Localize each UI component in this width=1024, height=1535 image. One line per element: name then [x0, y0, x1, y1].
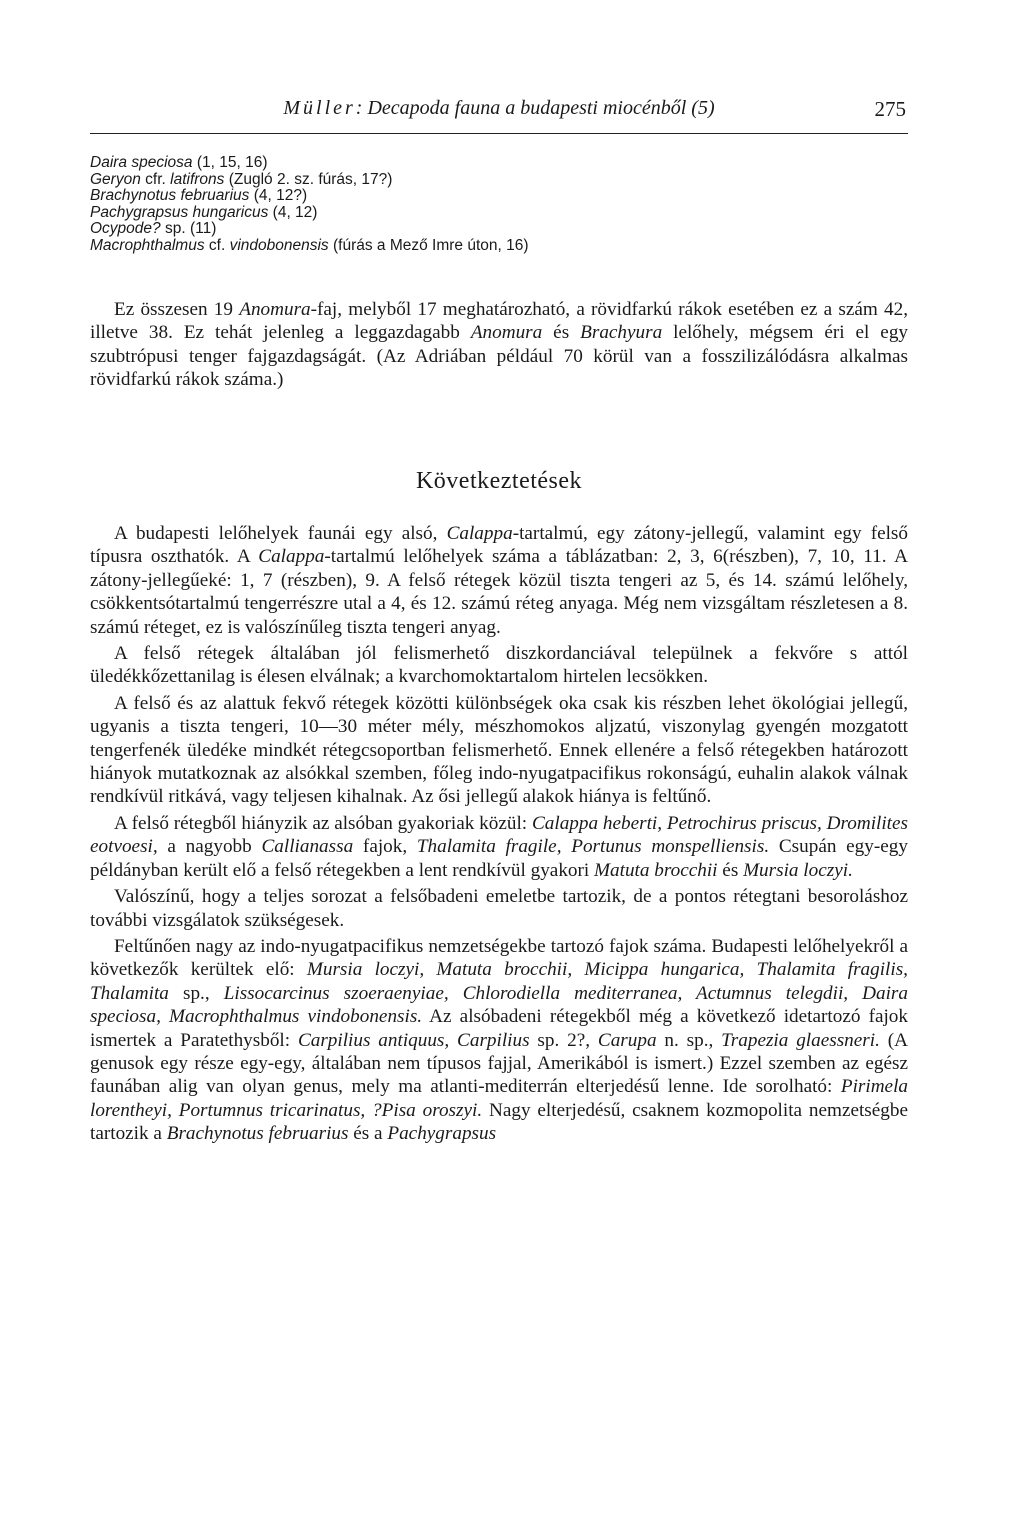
species-qualifier: cfr.: [140, 170, 171, 188]
text-run: Feltűnően nagy az indo-nyugatpacifikus nemzetségekbe tartozó fajok száma. Budapesti lelőhelyekről a következők kerültek elő:: [90, 935, 908, 981]
paragraph-3: A felső és az alattuk fekvő rétegek közötti különbségek oka csak kis részben lehet ökológiai jellegű, ugyanis a tiszta tengeri, 10—30 méter mély, mészhomokos aljzatú, viszonylag gyengén mozgatott tengerfenék üledéke mindkét rétegcsoportban felismerhető. Ennek ellenére a felső rétegekben határozott hiányok mutatkoznak az alsókkal szemben, főleg indo-nyugatpacifikus rokonságú, euhalin alakok válnak rendkívül ritkává, vagy teljesen kihalnak. Az ősi jellegű alakok hiánya is feltűnő.: [90, 692, 908, 808]
section-heading: Következtetések: [415, 468, 583, 494]
species-locality: sp. (11): [160, 220, 217, 238]
species-locality: (4, 12): [268, 203, 318, 221]
summary-paragraph: [90, 298, 908, 392]
taxon-name: Calappa: [446, 523, 513, 544]
text-run: Nagy elterjedésű, csaknem kozmopolita nemzetségbe tartozik a: [90, 1099, 908, 1145]
species-line: [90, 238, 908, 255]
page-number: 275: [874, 97, 906, 121]
taxon-name: Mursia loczyi, Matuta brocchii, Micippa hungarica, Thalamita fragilis, Thalamita: [90, 959, 908, 1004]
header-title-text: : Decapoda fauna a budapesti miocénből (5): [355, 97, 715, 119]
paragraph-4: [90, 812, 908, 882]
species-line: [90, 172, 908, 189]
species-name: Pachygrapsus hungaricus: [90, 203, 269, 221]
species-locality: (1, 15, 16): [192, 154, 268, 171]
taxon-name: Lissocarcinus szoeraenyiae, Chlorodiella mediterranea, Actumnus telegdii, Daira speciosa, Macrophthalmus vindobonensis.: [90, 982, 908, 1028]
species-name: Macrophthalmus: [90, 236, 205, 254]
taxon-name: Brachynotus februarius: [166, 1123, 349, 1145]
taxon-name: Carupa: [597, 1029, 657, 1051]
taxon-name: Thalamita fragile, Portunus monspelliensis.: [416, 836, 770, 858]
header-author: Müller: [283, 97, 356, 119]
text-run: lelőhely, mégsem éri el egy szubtrópusi tenger fajgazdagságát. (Az Adriában például 70 körül van a fosszilizálódásra alkalmas rövidfarkú rákok száma.): [90, 322, 909, 391]
paragraph-2: A felső rétegek általában jól felismerhető diszkordanciával települnek a fekvőre s attól üledékkőzettanilag is élesen elválnak; a kvarchomoktartalom hirtelen lecsökken.: [90, 643, 908, 688]
species-name: Daira speciosa: [90, 154, 193, 171]
text-run: A felső rétegből hiányzik az alsóban gyakoriak közül:: [114, 812, 532, 834]
species-line: [90, 188, 908, 205]
paragraph-6: [90, 935, 908, 1146]
text-run: a nagyobb: [157, 836, 262, 858]
paragraph-5: Valószínű, hogy a teljes sorozat a felsőbadeni emeletbe tartozik, de a pontos rétegtani besoroláshoz további vizsgálatok szükségesek.: [90, 886, 908, 931]
text-run: sp.,: [168, 982, 224, 1004]
taxon-name: Matuta brocchii: [594, 859, 718, 881]
taxon-name: Anomura: [470, 322, 543, 344]
taxon-name: Anomura: [239, 299, 311, 320]
species-locality: (fúrás a Mező Imre úton, 16): [328, 236, 529, 254]
taxon-name: Pirimela lorentheyi, Portumnus tricarinatus, ?Pisa oroszyi.: [90, 1076, 908, 1121]
text-run: (A genusok egy része egy-egy, általában nem típusos fajjal, Amerikából is ismert.) Ezzel szemben az egész faunában alig van olyan genus, mely ma atlanti-mediterrán elterjedésű lenne. Ide sorolható:: [90, 1029, 908, 1098]
text-run: és: [542, 322, 581, 344]
text-run: és: [717, 859, 744, 881]
species-locality: (Zugló 2. sz. fúrás, 17?): [224, 170, 393, 188]
running-header: [90, 93, 908, 134]
taxon-name: Mursia loczyi.: [743, 859, 853, 881]
species-name: Brachynotus februarius: [90, 187, 250, 205]
taxon-name: Trapezia glaessneri.: [721, 1029, 880, 1051]
species-name: latifrons: [170, 170, 225, 188]
taxon-name: Pachygrapsus: [387, 1123, 497, 1145]
species-list: [90, 155, 908, 255]
species-name: Geryon: [90, 170, 141, 188]
species-name: vindobonensis: [229, 236, 329, 254]
taxon-name: Calappa heberti, Petrochirus priscus, Dromilites eotvoesi,: [90, 812, 909, 858]
text-run: -faj, melyből 17 meghatározható, a rövidfarkú rákok esetében ez a szám 42, illetve 38. Ez tehát jelenleg a leggazdagabb: [90, 299, 909, 344]
text-run: Csupán egy-egy példányban került elő a felső rétegekben a lent rendkívül gyakori: [90, 836, 908, 881]
text-run: sp. 2?,: [529, 1029, 598, 1051]
species-qualifier: cf.: [204, 236, 230, 254]
text-run: A budapesti lelőhelyek faunái egy alsó,: [114, 523, 447, 544]
species-line: [90, 205, 908, 222]
text-run: és a: [348, 1123, 388, 1145]
paragraph-1: [90, 522, 908, 639]
conclusions-body: [90, 522, 908, 1146]
header-title: [90, 97, 908, 120]
taxon-name: Brachyura: [580, 322, 663, 344]
species-line: [90, 221, 908, 238]
text-run: -tartalmú, egy zátony-jellegű, valamint egy felső típusra oszthatók. A: [90, 523, 908, 568]
taxon-name: Callianassa: [261, 836, 354, 858]
summary-block: [90, 298, 908, 392]
taxon-name: Calappa: [258, 546, 325, 568]
text-run: Ez összesen 19: [114, 299, 240, 320]
text-run: -tartalmú lelőhelyek száma a táblázatban: 2, 3, 6(részben), 7, 10, 11. A zátony-jellegűeké: 1, 7 (részben), 9. A felső rétegek közül tiszta tengeri az 5, és 14. számú lelőhely, csökkentsótartalmú tengerrészre utal a 4, és 12. számú réteg anyaga. Még nem vizsgáltam részletesen a 8. számú réteget, ez is valószínűleg tiszta tengeri anyag.: [90, 546, 909, 638]
text-run: n. sp.,: [656, 1029, 722, 1051]
text-run: fajok,: [353, 836, 417, 858]
text-run: Az alsóbadeni rétegekből még a következő idetartozó fajok ismertek a Paratethysből:: [90, 1006, 908, 1051]
species-name: Ocypode?: [90, 220, 161, 238]
taxon-name: Carpilius antiquus, Carpilius: [297, 1029, 530, 1051]
species-locality: (4, 12?): [249, 187, 308, 205]
species-line: [90, 155, 908, 172]
